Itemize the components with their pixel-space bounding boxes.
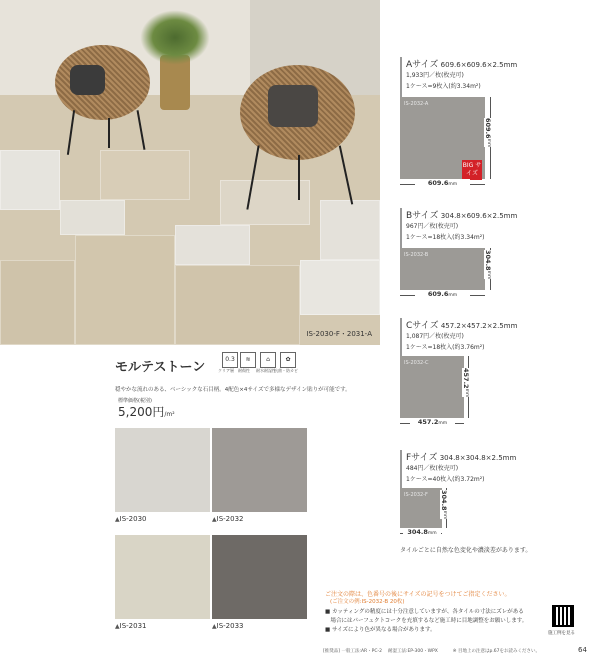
tile-variation-note: タイルごとに自然な色変化や濃淡差があります。 bbox=[400, 547, 532, 554]
feature-label: 抗菌・防カビ bbox=[274, 368, 298, 373]
size-f-price: 484円／枚(枚売可) bbox=[406, 465, 459, 472]
size-c-case: 1ケース=18枚入(約3.76m²) bbox=[406, 344, 485, 351]
swatch-label: ▲IS-2031 bbox=[115, 622, 147, 630]
swatch-label: ▲IS-2030 bbox=[115, 515, 147, 523]
price-unit: /m² bbox=[164, 411, 175, 418]
floor-tile bbox=[300, 260, 380, 315]
size-a-width: 609.6mm bbox=[415, 179, 470, 187]
size-c-height: 457.2mm bbox=[462, 368, 470, 398]
size-f-image: IS-2032-F bbox=[400, 488, 442, 528]
plant-leaves bbox=[140, 10, 210, 65]
floor-tile bbox=[0, 150, 60, 210]
size-rule bbox=[400, 450, 402, 488]
order-note: ご注文の際は、色番号の後にサイズの記号をつけてご指定ください。 bbox=[325, 591, 511, 598]
swatch-is-2031 bbox=[115, 535, 210, 619]
cutting-note-cont: 場合にはパーフェクトコークを充填するなど施工時に目地調整をお願いします。 bbox=[325, 618, 528, 624]
floor-tile bbox=[220, 180, 310, 225]
floor-tile bbox=[60, 200, 125, 235]
order-example: (ご注文の例:IS-2032-B 20枚) bbox=[330, 599, 405, 605]
cutting-note: ■ カッティングの精度には十分注意していますが、各タイルの寸法にズレがある bbox=[325, 609, 524, 615]
size-f-height: 304.8mm bbox=[440, 490, 448, 520]
size-b-heading: Bサイズ 304.8×609.6×2.5mm bbox=[406, 211, 518, 221]
size-rule bbox=[400, 57, 402, 97]
color-note: ■ サイズにより色が異なる場合があります。 bbox=[325, 627, 436, 633]
size-a-heading: Aサイズ 609.6×609.6×2.5mm bbox=[406, 60, 518, 70]
scratch-resistant-icon: ≋ bbox=[240, 352, 256, 368]
size-b-case: 1ケース=18枚入(約3.34m²) bbox=[406, 234, 485, 241]
floor-tile bbox=[0, 260, 75, 345]
price-label: 標準価格(税別) bbox=[118, 398, 152, 404]
price bbox=[118, 403, 175, 420]
product-title: モルテストーン bbox=[115, 360, 206, 375]
size-f-heading: Fサイズ 304.8×304.8×2.5mm bbox=[406, 453, 517, 463]
chair-leg bbox=[298, 155, 300, 200]
swatch-is-2032 bbox=[212, 428, 307, 512]
swatch-is-2033 bbox=[212, 535, 307, 619]
swatch-label: ▲IS-2033 bbox=[212, 622, 244, 630]
size-b-image: IS-2032-B bbox=[400, 248, 485, 290]
feature-label: 耐傷性 bbox=[238, 368, 250, 373]
size-f-width: 304.8mm bbox=[403, 528, 441, 536]
size-b-price: 967円／枚(枚売可) bbox=[406, 223, 459, 230]
qr-label: 施工例を見る bbox=[548, 631, 575, 636]
clear-layer-icon: 0.3 bbox=[222, 352, 238, 368]
size-b-width: 609.6mm bbox=[415, 290, 470, 298]
size-c-price: 1,087円／枚(枚売可) bbox=[406, 333, 464, 340]
floor-tile bbox=[175, 265, 300, 345]
size-a-price: 1,933円／枚(枚売可) bbox=[406, 72, 464, 79]
water-resistant-icon: ⌂ bbox=[260, 352, 276, 368]
page-number: 64 bbox=[578, 646, 587, 654]
size-b-height: 304.8mm bbox=[484, 250, 492, 280]
product-description: 穏やかな流れのある、ベーシックな石目柄。4配色×4サイズで多様なデザイン貼りが可能です。 bbox=[115, 387, 351, 393]
floor-tile bbox=[100, 150, 190, 200]
qr-code[interactable] bbox=[552, 605, 574, 627]
chair-leg bbox=[108, 118, 110, 148]
size-a-height: 609.6mm bbox=[484, 118, 492, 148]
hero-photo bbox=[0, 0, 380, 345]
pillow-left bbox=[70, 65, 105, 95]
floor-tile bbox=[75, 235, 175, 345]
size-c-image: IS-2032-C bbox=[400, 356, 464, 418]
size-a-image: IS-2032-A bbox=[400, 97, 485, 179]
floor-tile bbox=[175, 225, 250, 265]
swatch-label: ▲IS-2032 bbox=[212, 515, 244, 523]
size-f-case: 1ケース=40枚入(約3.72m²) bbox=[406, 476, 485, 483]
size-rule bbox=[400, 318, 402, 356]
floor-tile bbox=[320, 200, 380, 260]
size-c-heading: Cサイズ 457.2×457.2×2.5mm bbox=[406, 321, 518, 331]
price-value: 5,200円 bbox=[118, 405, 165, 419]
size-rule bbox=[400, 208, 402, 248]
antibacterial-icon: ✿ bbox=[280, 352, 296, 368]
size-c-width: 457.2mm bbox=[410, 418, 455, 426]
hero-caption: IS-2030-F・2031-A bbox=[306, 330, 372, 338]
feature-label: クリア層 bbox=[218, 368, 234, 373]
pillow-right bbox=[268, 85, 318, 127]
feature-label: 耐水耐湿性 bbox=[256, 368, 276, 373]
size-a-case: 1ケース=9枚入(約3.34m²) bbox=[406, 83, 481, 90]
swatch-is-2030 bbox=[115, 428, 210, 512]
footer-note: [推奨品] 一般工法:AR・PC-2 耐湿工法:EP-300・WPX ※ 目地上の注意はp.67をお読みください。 bbox=[323, 649, 541, 654]
big-size-badge: BIG サイズ bbox=[462, 160, 482, 180]
